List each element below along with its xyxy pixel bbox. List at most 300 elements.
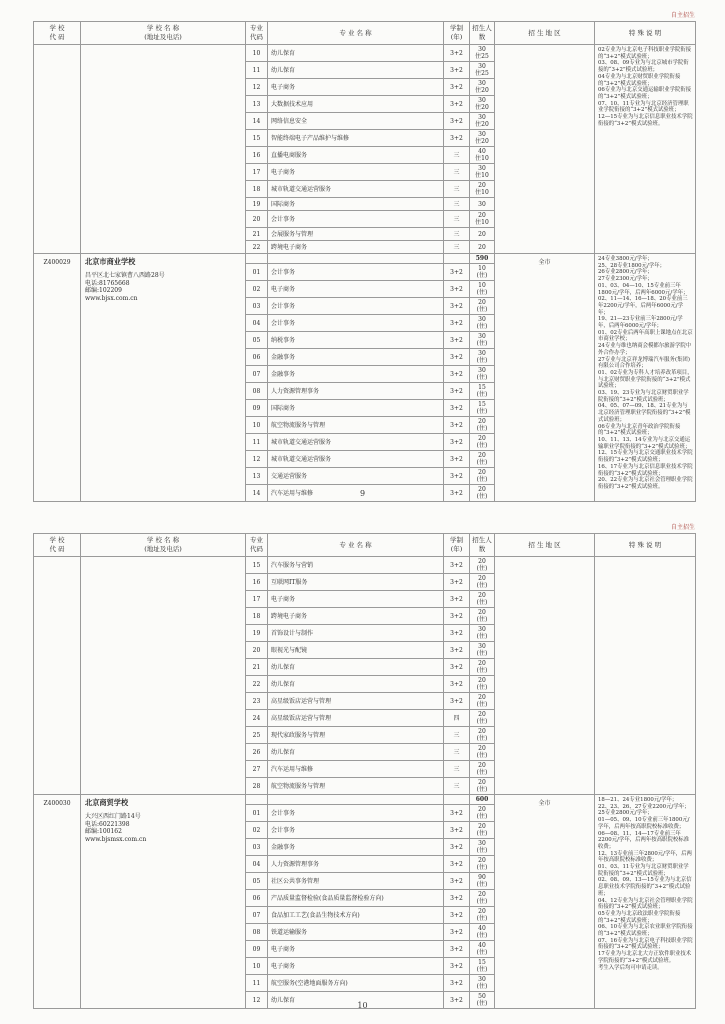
col-major-code [246,22,268,45]
enrollment-line: (住) [476,881,488,888]
major-code-cell: 28 [246,778,268,795]
major-code-cell: 26 [246,744,268,761]
major-code-cell: 11 [246,434,268,451]
enrollment-line: 20 [478,469,486,476]
major-name-cell: 高星级饭店运营与管理 [268,693,444,710]
col-major-name [268,534,444,557]
enrollment-line: 住25 [475,70,489,77]
enrollment-cell [470,659,495,676]
study-years-cell: 三 [444,744,470,761]
note-line: 01、02专业后两年高职上课地点在北京市商业学校； [598,329,693,343]
major-name-cell: 会计事务 [268,805,444,822]
enrollment-line: (住) [476,915,488,922]
enrollment-cell [470,642,495,659]
document-page-10 [0,512,725,1024]
enrollment-cell [470,574,495,591]
major-code-cell: 04 [246,856,268,873]
col-enrollment [470,22,495,45]
school-info-cell [81,254,246,502]
study-years-cell: 三 [444,211,470,228]
major-code-cell: 24 [246,710,268,727]
enrollment-line: (住) [476,391,488,398]
school-contact-line: 大兴区西红门路14号 [85,813,141,821]
special-notes-cell [595,557,696,795]
note-line: 05专业为与北京政法职业学院衔接的“3+2”模式试验班； [598,910,681,924]
enrollment-cell [470,693,495,710]
region-cell: 全市 [495,254,595,502]
enrollment-cell [470,228,495,241]
enrollment-cell [470,417,495,434]
enrollment-line: (住) [476,425,488,432]
enrollment-cell [470,975,495,992]
enrollment-line: 30 [478,316,486,323]
enrollment-line: (住) [476,667,488,674]
col-major-code [246,534,268,557]
major-name-cell: 现代家政服务与管理 [268,727,444,744]
header-label: 学 校 名 称 [146,24,180,32]
major-name-cell: 电子商务 [268,941,444,958]
enrollment-line: 住20 [475,104,489,111]
note-line: 03、19、23专业为与北京财贸职业学院衔接的“3+2”模式试验班； [598,390,689,403]
header-label: 学制 [450,24,463,32]
major-name-cell: 大数据技术应用 [268,96,444,113]
major-code-cell: 12 [246,992,268,1009]
major-code-cell: 19 [246,198,268,211]
enrollment-line: (住) [476,306,488,313]
note-line: 07、10、11专业为与北京经济管理职业学院衔接的“3+2”模式试验班； [598,100,689,114]
header-label: 专业 [250,536,263,544]
major-name-cell: 电子商务 [268,591,444,608]
major-name-cell: 电子商务 [268,164,444,181]
enrollment-cell [470,400,495,417]
table-body [34,557,696,1009]
major-name-cell: 会计事务 [268,315,444,332]
special-notes-cell [595,795,696,1009]
major-name-cell: 交通运营服务 [268,468,444,485]
note-line: 02专业为与北京电子科技职业学院衔接的“3+2”模式试验班； [598,47,692,60]
study-years-cell: 三 [444,778,470,795]
enrollment-line: 30 [478,367,486,374]
major-name-cell: 会展服务与管理 [268,228,444,241]
header-row [34,22,696,45]
major-code-cell: 01 [246,264,268,281]
header-label: 学 校 [49,536,65,544]
major-code-cell: 03 [246,298,268,315]
note-line: 12—15专业为与北京信息职业技术学院衔接的“3+2”模式试验班。 [598,114,693,127]
enrollment-line: 20 [478,452,486,459]
major-code-cell: 11 [246,975,268,992]
table-body [34,45,696,502]
enrollment-cell [470,710,495,727]
study-years-cell: 3+2 [444,332,470,349]
major-name-cell: 铁道运输服务 [268,924,444,941]
enrollment-line: 30 [478,350,486,357]
enrollment-line: 20 [478,558,486,565]
enrollment-line: 20 [478,823,486,830]
study-years-cell: 3+2 [444,822,470,839]
enrollment-line: 30 [478,165,486,172]
major-name-cell: 金融事务 [268,366,444,383]
major-code-cell: 21 [246,659,268,676]
region-cell [495,557,595,795]
note-line: 06—08、11、14—17专业前三年2200元/学年，后两年按高职院校标准收费； [598,830,690,850]
note-line: 考生入学后均可申请走读。 [598,964,663,971]
major-name-cell: 汽车运用与维修 [268,485,444,502]
enrollment-cell [470,941,495,958]
enrollment-cell [470,924,495,941]
school-contact-line: 邮编:102209 [85,287,122,295]
study-years-cell: 3+2 [444,574,470,591]
empty-cell [246,795,268,805]
enrollment-line: (住) [476,442,488,449]
study-years-cell: 3+2 [444,96,470,113]
enrollment-cell [470,79,495,96]
enrollment-line: (住) [476,752,488,759]
note-line: 25专业2800元/学年； [598,810,653,817]
enrollment-line: 20 [478,857,486,864]
note-line: 01—05、09、10专业前三年1800元/学年，后两年按高职院校标准收费； [598,817,690,830]
enrollment-line: 30 [478,643,486,650]
enrollment-line: 20 [478,779,486,786]
major-code-cell: 16 [246,574,268,591]
major-code-cell: 07 [246,907,268,924]
table-row [34,557,696,574]
major-code-cell: 14 [246,113,268,130]
note-line: 18—21、24专业1800元/学年； [598,797,678,803]
empty-cell [268,795,444,805]
enrollment-line: (住) [476,769,488,776]
major-code-cell: 08 [246,924,268,941]
major-name-cell: 汽车服务与营销 [268,557,444,574]
enrollment-line: (住) [476,650,488,657]
enrollment-line: (住) [476,272,488,279]
major-name-cell: 城市轨道交通运营服务 [268,434,444,451]
study-years-cell: 三 [444,228,470,241]
note-line: 10、11、13、14专业为与北京交通运输职业学院衔接的“3+2”模式试验班； [598,436,691,450]
enrollment-line: 20 [478,230,486,238]
enrollment-line: (住) [476,735,488,742]
school-contact-line: www.bjsmsx.com.cn [85,835,147,843]
major-name-cell: 金融事务 [268,839,444,856]
note-line: 03、08、09专业为与北京城市学院衔接的“3+2”模式试验班； [598,60,689,74]
region-cell [495,45,595,254]
major-name-cell: 跨境电子商务 [268,241,444,254]
enrollment-line: 20 [478,435,486,442]
enrollment-line: 20 [478,806,486,813]
enrollment-line: 20 [478,762,486,769]
study-years-cell: 三 [444,198,470,211]
table-header [34,534,696,557]
enrollment-cell [470,676,495,693]
major-code-cell: 15 [246,130,268,147]
study-years-cell: 3+2 [444,805,470,822]
note-line: 06、10专业为与北京农业职业学院衔接的“3+2”模式试验班； [598,924,693,938]
enrollment-cell [470,130,495,147]
major-code-cell: 13 [246,468,268,485]
enrollment-line: 20 [478,575,486,582]
enrollment-line: 30 [478,200,486,208]
major-name-cell: 幼儿保育 [268,659,444,676]
major-name-cell: 高星级饭店运营与管理 [268,710,444,727]
enrollment-line: 20 [478,677,486,684]
enrollment-line: 住10 [475,189,489,196]
enrollment-line: (住) [476,966,488,973]
major-code-cell: 22 [246,676,268,693]
enrollment-cell [470,873,495,890]
study-years-cell: 3+2 [444,79,470,96]
header-label: 招 生 地 区 [528,28,561,37]
major-name-cell: 国际商务 [268,198,444,211]
enrollment-line: 30 [478,626,486,633]
study-years-cell: 三 [444,164,470,181]
major-code-cell: 02 [246,822,268,839]
study-years-cell: 3+2 [444,625,470,642]
enrollment-line: (住) [476,616,488,623]
study-years-cell: 3+2 [444,839,470,856]
note-line: 27专业2300元/学年； [598,276,653,283]
major-name-cell: 国际商务 [268,400,444,417]
study-years-cell: 3+2 [444,958,470,975]
study-years-cell: 3+2 [444,417,470,434]
study-years-cell: 3+2 [444,924,470,941]
major-code-cell: 09 [246,941,268,958]
study-years-cell: 四 [444,710,470,727]
enrollment-line: (住) [476,565,488,572]
note-line: 07、16专业为与北京电子科技职业学院衔接的“3+2”模式试验班； [598,937,693,951]
enrollment-line: (住) [476,898,488,905]
page-number: 9 [359,489,366,498]
enrollment-line: 20 [478,592,486,599]
enrollment-line: 住20 [475,87,489,94]
header-row [34,534,696,557]
note-line: 25、28专业1800元/学年； [598,262,665,269]
header-label: (年) [450,545,463,553]
note-line: 22、23、26、27专业2200元/学年； [598,803,690,810]
major-name-cell: 网络信息安全 [268,113,444,130]
col-notes [595,22,696,45]
enrollment-line: 15 [478,959,486,966]
enrollment-line: 20 [478,660,486,667]
enrollment-line: 20 [478,891,486,898]
study-years-cell: 3+2 [444,975,470,992]
enrollment-line: (住) [476,830,488,837]
note-line: 01、02专业为专科人才培养改革项目，与北京财贸职业学院衔接的“3+2”模式试验班； [598,369,693,390]
enrollment-line: 30 [478,976,486,983]
major-code-cell: 17 [246,164,268,181]
major-code-cell: 21 [246,228,268,241]
major-code-cell: 18 [246,608,268,625]
major-code-cell: 06 [246,890,268,907]
enrollment-line: (住) [476,374,488,381]
major-code-cell: 23 [246,693,268,710]
major-name-cell: 航空物流服务与管理 [268,778,444,795]
header-label: 专 业 名 称 [339,28,372,37]
enrollment-cell [470,181,495,198]
study-years-cell: 三 [444,241,470,254]
enrollment-line: 15 [478,401,486,408]
school-contact-line: 电话:60221398 [85,820,130,828]
header-label: 代 码 [49,545,65,553]
enrollment-cell [470,211,495,228]
major-name-cell: 互联网IT服务 [268,574,444,591]
table-header [34,22,696,45]
note-line: 20、22专业为与北京社会管理职业学院衔接的“3+2”模式试验班。 [598,477,693,490]
major-code-cell: 09 [246,400,268,417]
enrollment-line: 30 [478,131,486,138]
enrollment-line: 30 [478,63,486,70]
enrollment-line: (住) [476,949,488,956]
study-years-cell: 3+2 [444,451,470,468]
major-code-cell: 18 [246,181,268,198]
study-years-cell: 3+2 [444,130,470,147]
note-line: 24专业3800元/学年； [598,256,653,262]
major-code-cell: 12 [246,79,268,96]
major-code-cell: 27 [246,761,268,778]
note-line: 01、03、04—10、15专业前三年1800元/学年，后两年6000元/学年； [598,282,689,296]
enrollment-line: 住10 [475,219,489,226]
school-code-cell [34,45,81,254]
col-notes [595,534,696,557]
school-summary-row [34,795,696,805]
enrollment-line: 20 [478,694,486,701]
enrollment-line: 20 [478,908,486,915]
empty-cell [268,254,444,264]
major-name-cell: 幼儿保育 [268,45,444,62]
school-contact-line: 电话:81765668 [85,279,130,287]
enrollment-cell [470,907,495,924]
enrollment-line: 40 [478,148,486,155]
header-label: 专业 [250,24,263,32]
enrollment-line: 15 [478,384,486,391]
study-years-cell: 三 [444,761,470,778]
col-region [495,22,595,45]
note-line: 19、21—23专业前三年2800元/学年，后两年6000元/学年； [598,316,683,330]
col-school-code [34,534,81,557]
enrollment-line: (住) [476,289,488,296]
major-name-cell: 食品加工工艺(食品生物技术方向) [268,907,444,924]
enrollment-line: 30 [478,333,486,340]
school-code-cell: Z400030 [34,795,81,1009]
enrollment-cell [470,62,495,79]
study-years-cell: 3+2 [444,642,470,659]
enrollment-line: (住) [476,932,488,939]
major-code-cell: 17 [246,591,268,608]
header-label: 代码 [250,33,263,41]
major-code-cell: 19 [246,625,268,642]
enrollment-cell [470,890,495,907]
study-years-cell: 三 [444,727,470,744]
major-name-cell: 会计事务 [268,298,444,315]
enrollment-line: 20 [478,745,486,752]
major-code-cell: 11 [246,62,268,79]
col-school-name [81,534,246,557]
note-line: 06专业为与北京交通运输职业学院衔接的“3+2”模式试验班； [598,87,692,100]
header-label: 代 码 [49,33,65,41]
major-name-cell: 智能终端电子产品维护与维修 [268,130,444,147]
school-code-cell: Z400029 [34,254,81,502]
major-code-cell: 06 [246,349,268,366]
note-line: 16、17专业为与北京信息职业技术学院衔接的“3+2”模式试验班； [598,463,693,477]
study-years-cell: 3+2 [444,45,470,62]
major-name-cell: 会计事务 [268,211,444,228]
enrollment-line: 20 [478,182,486,189]
enrollment-cell [470,332,495,349]
enrollment-cell [470,366,495,383]
major-code-cell: 04 [246,315,268,332]
header-label: 特 殊 说 明 [628,540,662,549]
study-years-cell: 3+2 [444,693,470,710]
study-years-cell: 三 [444,181,470,198]
empty-cell [246,254,268,264]
enrollment-cell [470,744,495,761]
major-name-cell: 电子商务 [268,281,444,298]
study-years-cell: 3+2 [444,62,470,79]
enrollment-line: (住) [476,323,488,330]
study-years-cell: 3+2 [444,315,470,332]
special-notes-cell [595,45,696,254]
study-years-cell: 3+2 [444,113,470,130]
enrollment-line: (住) [476,864,488,871]
study-years-cell: 3+2 [444,400,470,417]
enrollment-cell [470,822,495,839]
enrollment-cell [470,434,495,451]
header-label: 代码 [250,545,263,553]
enrollment-line: (住) [476,582,488,589]
enrollment-line: (住) [476,408,488,415]
study-years-cell: 3+2 [444,890,470,907]
enrollment-cell [470,298,495,315]
major-name-cell: 会计事务 [268,264,444,281]
note-line: 04、05、07—09、18、21专业为与北京经济管理职业学院衔接的“3+2”模式试验班； [598,403,691,423]
header-label: 招 生 地 区 [528,540,561,549]
study-years-cell: 3+2 [444,591,470,608]
major-name-cell: 产品质量监督检验(食品质量监督检验方向) [268,890,444,907]
study-years-cell: 3+2 [444,992,470,1009]
school-info-cell [81,45,246,254]
school-info-cell [81,795,246,1009]
enrollment-cell [470,805,495,822]
enrollment-line: 90 [478,874,486,881]
enrollment-cell [470,958,495,975]
note-line: 04专业为与北京财贸职业学院衔接的“3+2”模式试验班； [598,73,681,87]
col-school-code [34,22,81,45]
enrollment-line: (住) [476,476,488,483]
study-years-cell: 3+2 [444,907,470,924]
major-code-cell: 05 [246,873,268,890]
study-years-cell: 3+2 [444,873,470,890]
major-code-cell: 07 [246,366,268,383]
enrollment-line: 10 [478,265,486,272]
enrollment-cell [470,198,495,211]
enrollment-cell [470,839,495,856]
note-line: 02、08、09、13—15专业为与北京信息职业技术学院衔接的“3+2”模式试验班； [598,877,692,897]
enrollment-line: (住) [476,786,488,793]
enrollment-cell [470,164,495,181]
enrollment-cell [470,727,495,744]
study-years-cell: 3+2 [444,485,470,502]
school-name: 北京商贸学校 [85,798,129,807]
enrollment-line: 30 [478,80,486,87]
study-years-cell: 3+2 [444,941,470,958]
study-years-cell: 3+2 [444,349,470,366]
study-years-cell: 3+2 [444,468,470,485]
enrollment-line: 30 [478,97,486,104]
enrollment-line: (住) [476,684,488,691]
enrollment-line: (住) [476,701,488,708]
major-name-cell: 跨境电子商务 [268,608,444,625]
major-code-cell: 10 [246,958,268,975]
enrollment-cell [470,96,495,113]
